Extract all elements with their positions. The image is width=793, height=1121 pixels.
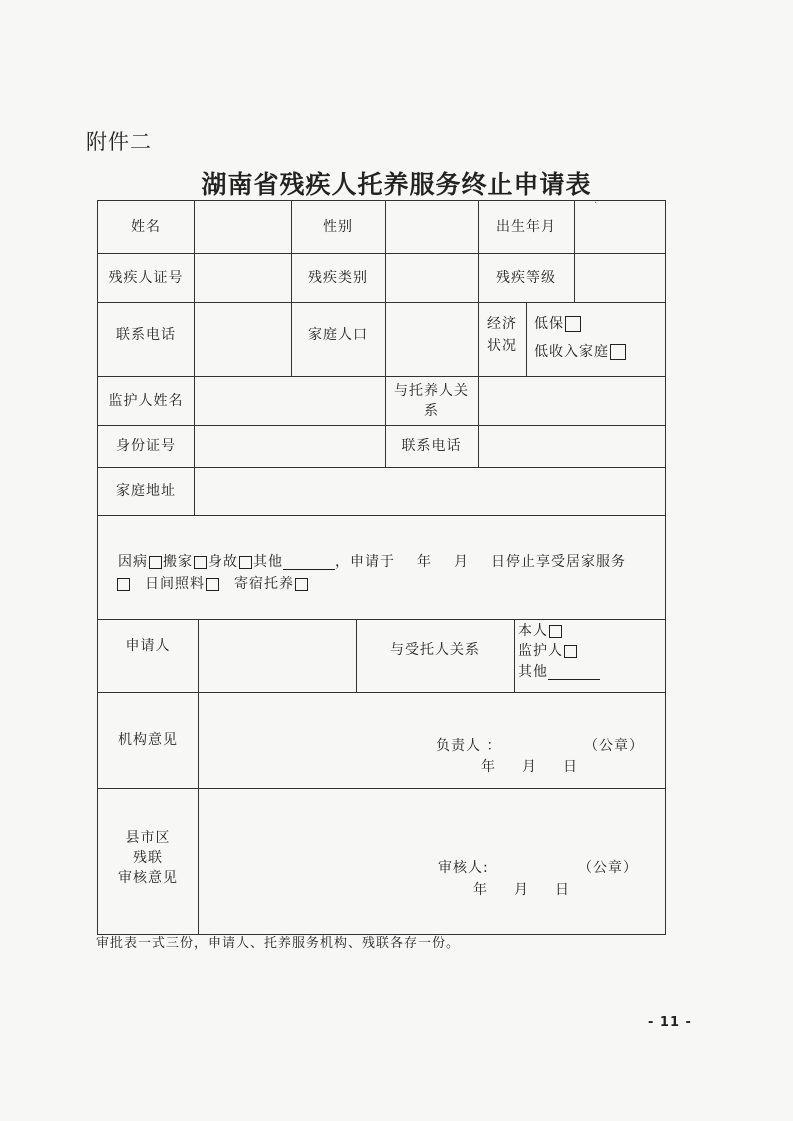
checkbox-dibao[interactable] — [565, 316, 581, 332]
institution-seal: （公章） — [584, 738, 644, 754]
checkbox-low-income[interactable] — [610, 344, 626, 360]
label-economic: 经济状况 — [487, 316, 517, 354]
checkbox-moving[interactable] — [194, 556, 207, 569]
col-divider — [194, 376, 195, 467]
reason-illness: 因病 — [118, 554, 148, 570]
institution-day: 日 — [563, 759, 578, 775]
reason-moving: 搬家 — [163, 554, 193, 570]
reason-deceased: 身故 — [208, 554, 238, 570]
checkbox-guardian[interactable] — [564, 645, 577, 658]
econ-option-low-income[interactable] — [534, 341, 664, 363]
label-relation-line1: 与托养人关 — [394, 382, 469, 399]
reason-apply-text: ，申请于 — [335, 554, 395, 570]
label-phone: 联系电话 — [116, 327, 176, 343]
reason-residential-care: 寄宿托养 — [234, 576, 294, 592]
institution-year: 年 — [481, 759, 496, 775]
label-name: 姓名 — [131, 219, 161, 235]
county-seal: （公章） — [578, 860, 638, 876]
county-date — [473, 879, 653, 901]
label-gender: 性别 — [323, 219, 353, 235]
county-reviewer: 审核人: — [438, 860, 489, 876]
relation-other-blank[interactable] — [548, 665, 600, 680]
checkbox-illness[interactable] — [149, 556, 162, 569]
label-disability-cert: 残疾人证号 — [108, 269, 184, 286]
checkbox-home-service[interactable] — [117, 578, 130, 591]
relation-other — [518, 662, 658, 682]
county-label-line3: 审核意见 — [118, 870, 178, 886]
relation-guardian — [518, 641, 658, 661]
reason-other-blank[interactable] — [283, 555, 335, 570]
institution-date — [481, 756, 661, 778]
label-applicant: 申请人 — [125, 638, 171, 654]
col-divider — [385, 201, 386, 376]
footer-note: 审批表一式三份，申请人、托养服务机构、残联各存一份。 — [96, 936, 461, 951]
label-disability-type: 残疾类别 — [308, 269, 368, 286]
col-divider — [194, 467, 195, 515]
col-divider — [194, 201, 195, 376]
col-divider — [198, 619, 199, 692]
econ-option-dibao[interactable] — [534, 313, 659, 335]
checkbox-deceased[interactable] — [239, 556, 252, 569]
page-number: - 11 - — [648, 1015, 692, 1030]
label-guardian-phone: 联系电话 — [401, 438, 462, 454]
attachment-label: 附件二 — [86, 130, 152, 154]
label-institution-opinion: 机构意见 — [118, 732, 178, 748]
reason-stop-text: 日停止享受居家服务 — [491, 554, 626, 570]
reason-other: 其他 — [253, 554, 283, 570]
checkbox-day-care[interactable] — [206, 578, 219, 591]
application-form-table — [97, 200, 666, 935]
checkbox-self[interactable] — [549, 625, 562, 638]
relation-self — [518, 621, 658, 641]
stray-mark: · — [594, 198, 598, 209]
label-birth: 出生年月 — [496, 219, 556, 235]
relation-self-label: 本人 — [518, 623, 548, 639]
institution-responsible: 负责人 ： — [436, 738, 502, 754]
col-divider — [574, 201, 575, 302]
reason-line-1 — [118, 551, 663, 573]
label-household: 家庭人口 — [308, 327, 368, 343]
county-label-line1: 县市区 — [125, 830, 171, 846]
label-address: 家庭地址 — [116, 483, 176, 499]
col-divider — [478, 376, 479, 467]
col-divider — [514, 619, 515, 692]
county-year: 年 — [473, 882, 488, 898]
label-relation-recipient — [385, 376, 478, 425]
label-relation-trustee: 与受托人关系 — [390, 642, 480, 658]
reason-line-2 — [116, 573, 516, 595]
county-label-line2: 残联 — [133, 850, 163, 866]
col-divider — [526, 302, 527, 376]
reason-month: 月 — [454, 554, 469, 570]
checkbox-residential-care[interactable] — [295, 578, 308, 591]
reason-year: 年 — [417, 554, 432, 570]
reason-day-care: 日间照料 — [145, 576, 205, 592]
county-day: 日 — [555, 882, 570, 898]
relation-other-label: 其他 — [518, 664, 548, 680]
county-month: 月 — [514, 882, 529, 898]
relation-guardian-label: 监护人 — [518, 643, 563, 659]
label-guardian-name: 监护人姓名 — [108, 392, 184, 409]
label-disability-level: 残疾等级 — [496, 269, 556, 286]
econ-option-low-income-label: 低收入家庭 — [534, 344, 609, 360]
row-divider — [98, 515, 665, 516]
row-divider — [98, 788, 665, 789]
label-id-card: 身份证号 — [116, 438, 176, 454]
label-county-review — [98, 821, 198, 895]
col-divider — [198, 692, 199, 934]
label-relation-line2: 系 — [424, 402, 439, 419]
institution-month: 月 — [522, 759, 537, 775]
page-title: 湖南省残疾人托养服务终止申请表 — [201, 170, 592, 199]
econ-option-dibao-label: 低保 — [534, 316, 564, 332]
